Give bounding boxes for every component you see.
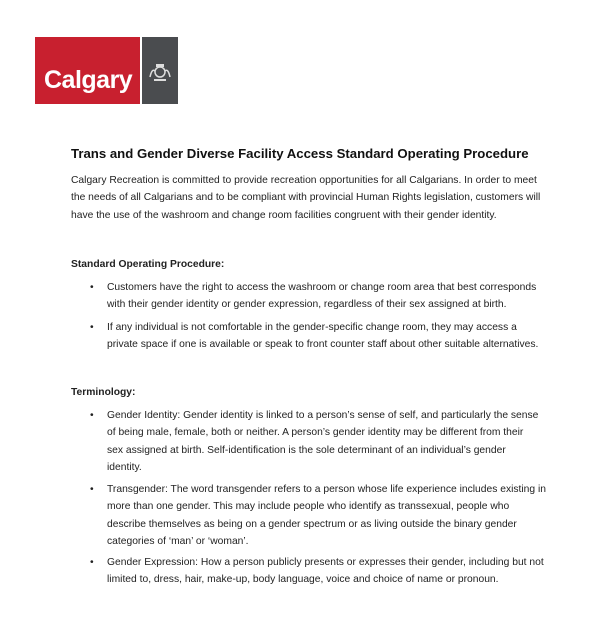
text-line: If any individual is not comfortable in the gender-specific change room, they may access a <box>107 322 517 333</box>
bullet-text <box>107 554 544 589</box>
text-line: describe themselves as being on a gender spectrum or as living outside the binary gender <box>107 518 517 530</box>
text-line: Calgary Recreation is committed to provide recreation opportunities for all Calgarians. In order to meet <box>71 175 537 186</box>
bullet-text <box>107 279 536 314</box>
text-line: with their gender identity or gender expression, regardless of their sex assigned at birth. <box>107 299 507 311</box>
text-line: Gender Identity: Gender identity is linked to a person’s sense of self, and particularly the sense <box>107 410 539 421</box>
calgary-logo <box>35 37 140 104</box>
text-line: private space if one is available or speak to front counter staff about other suitable alternatives. <box>107 339 539 351</box>
text-line: Gender Expression: How a person publicly presents or expresses their gender, including but not <box>107 557 544 568</box>
text-line: identity. <box>107 462 142 474</box>
logo-text: Calgary <box>44 66 133 94</box>
bullet-icon: • <box>90 282 94 293</box>
bullet-icon: • <box>90 484 94 495</box>
bullet-text <box>107 481 546 551</box>
terminology-heading: Terminology: <box>71 387 136 398</box>
crest-panel <box>142 37 178 104</box>
city-crest-icon <box>147 63 173 83</box>
bullet-text <box>107 407 538 477</box>
document-title: Trans and Gender Diverse Facility Access Standard Operating Procedure <box>71 146 529 161</box>
text-line: Customers have the right to access the washroom or change room area that best corresponds <box>107 282 537 293</box>
bullet-text <box>107 319 538 354</box>
intro-paragraph <box>71 172 540 224</box>
bullet-icon: • <box>90 557 94 568</box>
text-line: Transgender: The word transgender refers to a person whose life experience includes existing in <box>107 484 547 495</box>
text-line: the needs of all Calgarians and to be compliant with provincial Human Rights legislation, customers will <box>71 192 541 204</box>
bullet-icon: • <box>90 410 94 421</box>
text-line: limited to, dress, hair, make-up, body language, voice and choice of name or pronoun. <box>107 574 499 586</box>
text-line: more than one gender. This may include people who identify as transsexual, people who <box>107 501 510 513</box>
text-line: categories of ‘man’ or ‘woman’. <box>107 536 249 548</box>
sop-heading: Standard Operating Procedure: <box>71 259 225 270</box>
text-line: have the use of the washroom and change room facilities congruent with their gender identity. <box>71 209 497 221</box>
text-line: sex assigned at birth. Self-identification is the sole determinant of an individual’s gender <box>107 444 506 456</box>
bullet-icon: • <box>90 322 94 333</box>
text-line: of being male, female, both or neither. A person’s gender identity may be different from their <box>107 427 524 439</box>
